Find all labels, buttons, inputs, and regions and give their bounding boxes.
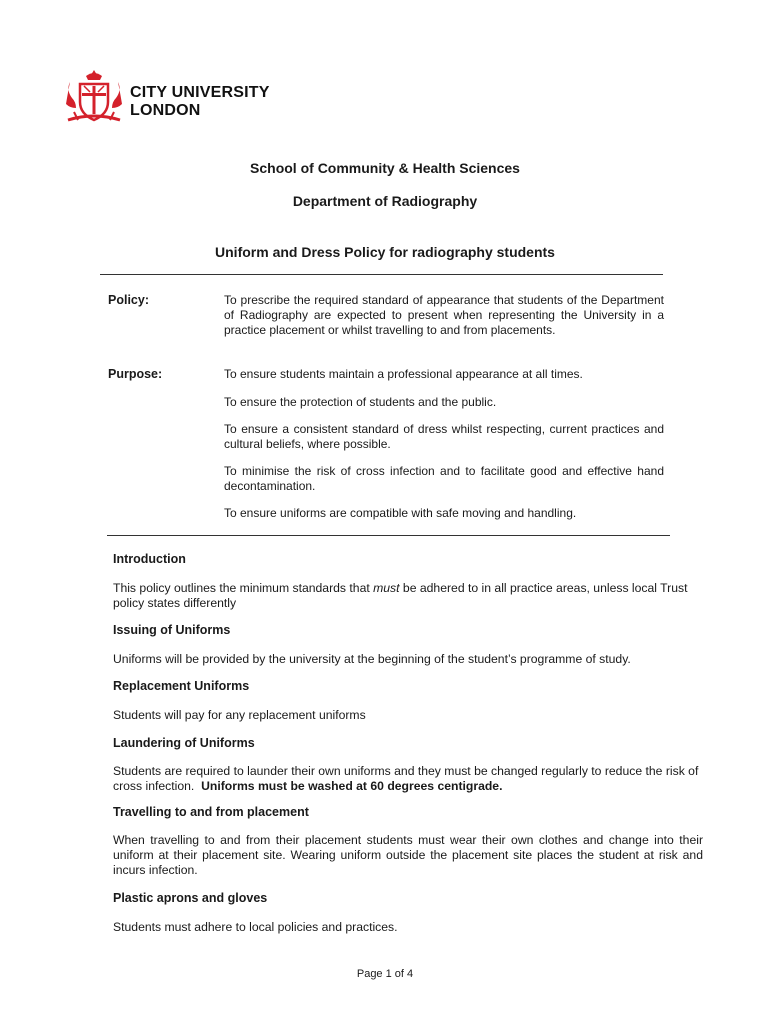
purpose-item: To ensure the protection of students and the public. [224, 395, 497, 409]
document-title: Uniform and Dress Policy for radiography students [215, 244, 555, 260]
policy-label: Policy: [108, 293, 149, 307]
policy-text: To prescribe the required standard of appearance that students of the Department of Radiography are expected to present when representing the University in a practice placement or whilst travelling to and from placements. [224, 293, 664, 337]
laundering-text [113, 764, 703, 794]
aprons-heading: Plastic aprons and gloves [113, 891, 268, 905]
introduction-emphasis: must [373, 581, 400, 595]
travelling-text: When travelling to and from their placement students must wear their own clothes and change into their uniform at their placement site. Wearing uniform outside the placement site places the student at risk and incurs infection. [113, 833, 703, 877]
laundering-heading: Laundering of Uniforms [113, 736, 255, 750]
purpose-item: To ensure students maintain a professional appearance at all times. [224, 367, 583, 381]
page-number: Page 1 of 4 [356, 968, 414, 980]
replacement-heading: Replacement Uniforms [113, 679, 250, 693]
university-logo [64, 68, 294, 128]
purpose-item: To ensure uniforms are compatible with safe moving and handling. [224, 506, 577, 520]
logo-wordmark [130, 84, 270, 120]
purpose-label: Purpose: [108, 367, 163, 381]
issuing-text: Uniforms will be provided by the university at the beginning of the student’s programme of study. [113, 652, 631, 666]
laundering-text-main: Students are required to launder their own uniforms and they must be changed regularly to reduce the risk of cross infection. [113, 764, 699, 793]
travelling-heading: Travelling to and from placement [113, 805, 309, 819]
aprons-text: Students must adhere to local policies and practices. [113, 920, 398, 934]
laundering-wash-rule: Uniforms must be washed at 60 degrees centigrade. [201, 779, 503, 793]
introduction-text [113, 581, 703, 611]
introduction-heading: Introduction [113, 552, 186, 566]
department-heading: Department of Radiography [292, 193, 478, 209]
crest-icon [64, 68, 124, 128]
logo-line2: LONDON [130, 102, 201, 119]
bottom-divider [107, 535, 670, 536]
issuing-heading: Issuing of Uniforms [113, 623, 231, 637]
purpose-item: To ensure a consistent standard of dress whilst respecting, current practices and cultural beliefs, where possible. [224, 422, 664, 451]
introduction-text-end: be adhered to in all practice areas, unless local Trust policy states differently [113, 581, 688, 610]
replacement-text: Students will pay for any replacement uniforms [113, 708, 366, 722]
introduction-text-start: This policy outlines the minimum standards that [113, 581, 374, 595]
purpose-item: To minimise the risk of cross infection and to facilitate good and effective hand decontamination. [224, 464, 664, 493]
top-divider [100, 274, 663, 275]
logo-line1: CITY UNIVERSITY [130, 84, 270, 101]
school-heading: School of Community & Health Sciences [250, 160, 520, 176]
